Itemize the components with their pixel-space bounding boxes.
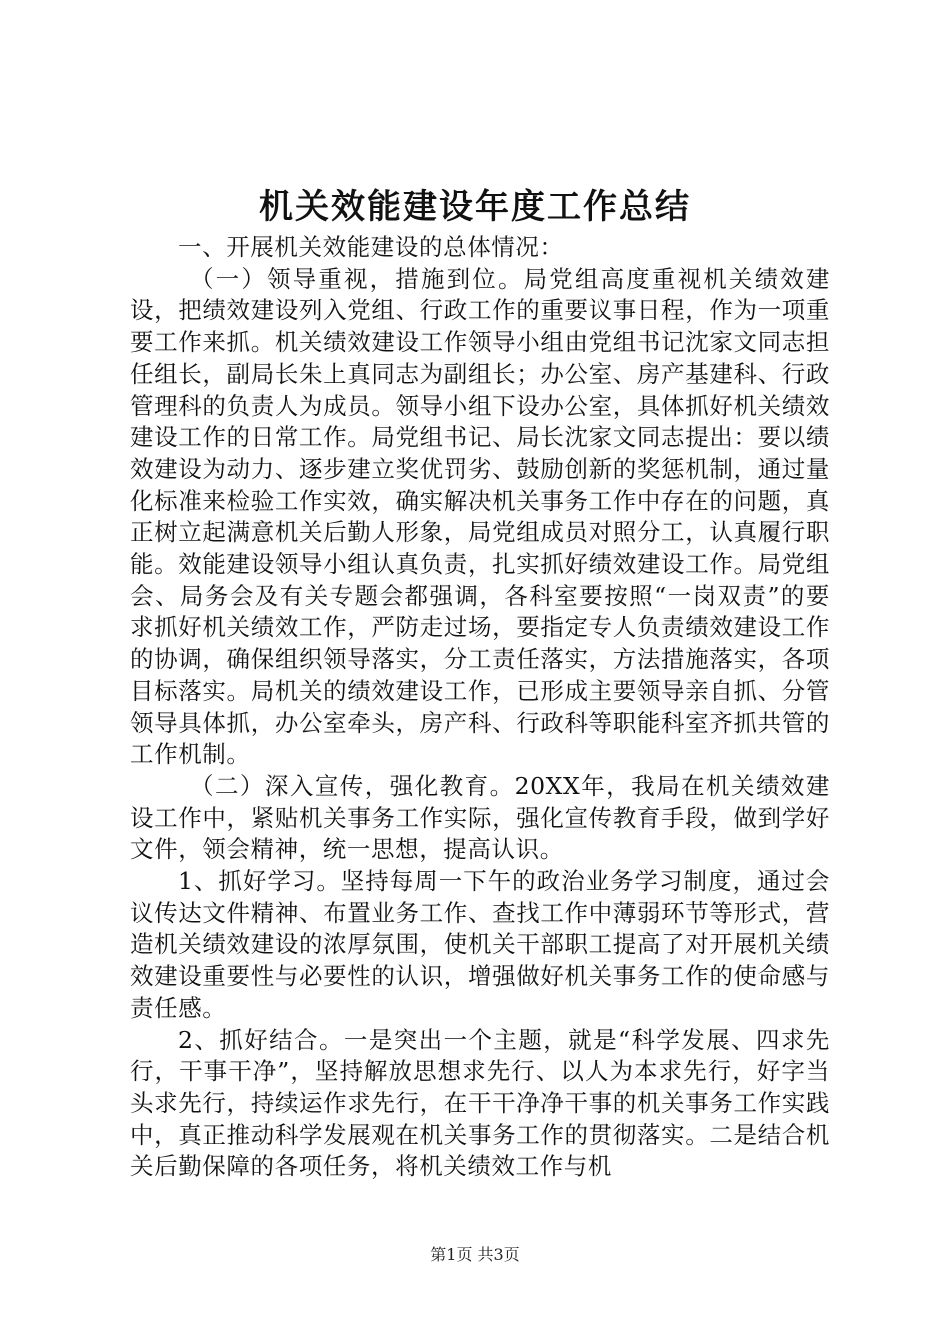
paragraph-publicity: （二）深入宣传，强化教育。20XX年，我局在机关绩效建设工作中，紧贴机关事务工作实际，强化宣传教育手段，做到学好文件，领会精神，统一思想，提高认识。 — [130, 771, 830, 864]
document-title: 机关效能建设年度工作总结 — [259, 187, 691, 227]
section-heading: 一、开展机关效能建设的总体情况： — [178, 233, 564, 261]
paragraph-leadership: （一）领导重视，措施到位。局党组高度重视机关绩效建设，把绩效建设列入党组、行政工作的重要议事日程，作为一项重要工作来抓。机关绩效建设工作领导小组由党组书记沈家文同志担任组长，副局长朱上真同志为副组长；办公室、房产基建科、行政管理科的负责人为成员。领导小组下设办公室，具体抓好机关绩效建设工作的日常工作。局党组书记、局长沈家文同志提出：要以绩效建设为动力、逐步建立奖优罚劣、鼓励创新的奖惩机制，通过量化标准来检验工作实效，确实解决机关事务工作中存在的问题，真正树立起满意机关后勤人形象，局党组成员对照分工，认真履行职能。效能建设领导小组认真负责，扎实抓好绩效建设工作。局党组会、局务会及有关专题会都强调，各科室要按照“一岗双责”的要求抓好机关绩效工作，严防走过场，要指定专人负责绩效建设工作的协调，确保组织领导落实，分工责任落实，方法措施落实，各项目标落实。局机关的绩效建设工作，已形成主要领导亲自抓、分管领导具体抓，办公室牵头，房产科、行政科等职能科室齐抓共管的工作机制。 — [130, 264, 830, 769]
page-number-footer: 第1页 共3页 — [430, 1245, 520, 1264]
paragraph-study: 1、抓好学习。坚持每周一下午的政治业务学习制度，通过会议传达文件精神、布置业务工作、查找工作中薄弱环节等形式，营造机关绩效建设的浓厚氛围，使机关干部职工提高了对开展机关绩效建设重要性与必要性的认识，增强做好机关事务工作的使命感与责任感。 — [130, 867, 830, 1022]
document-body — [130, 232, 830, 1183]
paragraph-combination: 2、抓好结合。一是突出一个主题，就是“科学发展、四求先行，干事干净”，坚持解放思想求先行、以人为本求先行，好字当头求先行，持续运作求先行，在干干净净干事的机关事务工作实践中，真正推动科学发展观在机关事务工作的贯彻落实。二是结合机关后勤保障的各项任务，将机关绩效工作与机 — [130, 1025, 830, 1181]
